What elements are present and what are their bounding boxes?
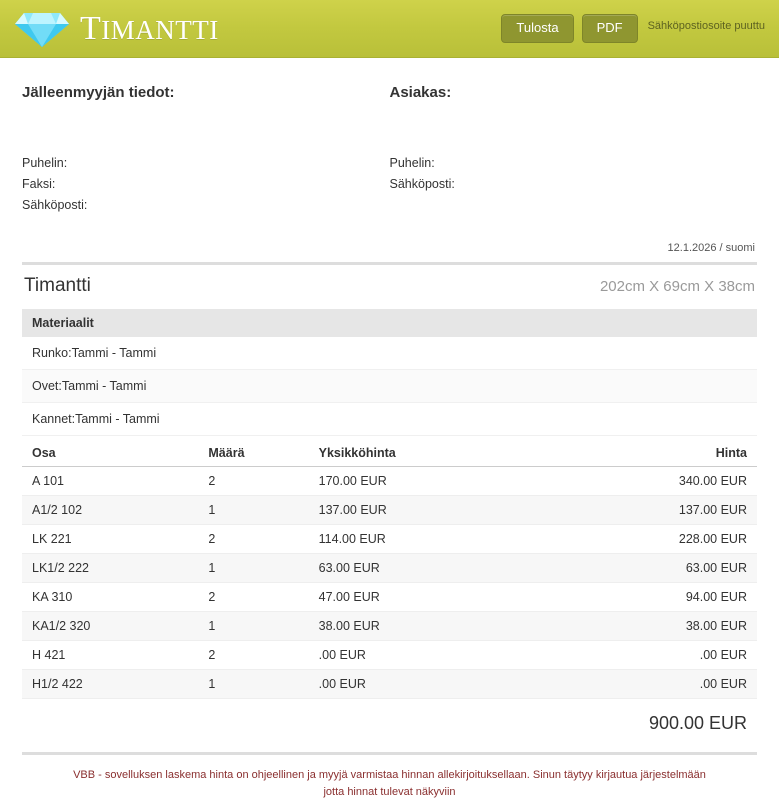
product-dimensions: 202cm X 69cm X 38cm bbox=[599, 278, 755, 295]
cell-yksikkohinta: 170.00 EUR bbox=[309, 467, 552, 496]
cell-osa: KA 310 bbox=[22, 583, 198, 612]
header-actions bbox=[501, 14, 765, 42]
column-header-yksikkohinta: Yksikköhinta bbox=[309, 440, 552, 467]
pdf-button[interactable]: PDF bbox=[582, 14, 638, 42]
cell-yksikkohinta: .00 EUR bbox=[309, 641, 552, 670]
material-line: Runko:Tammi - Tammi bbox=[22, 337, 757, 370]
materials-section bbox=[22, 309, 757, 436]
parties-section bbox=[22, 58, 757, 216]
column-header-hinta: Hinta bbox=[551, 440, 757, 467]
cell-maara: 2 bbox=[198, 525, 308, 554]
table-row bbox=[22, 612, 757, 641]
cell-hinta: .00 EUR bbox=[551, 670, 757, 699]
parts-table-head bbox=[22, 440, 757, 467]
cell-maara: 1 bbox=[198, 496, 308, 525]
table-row bbox=[22, 496, 757, 525]
cell-maara: 2 bbox=[198, 467, 308, 496]
table-row bbox=[22, 641, 757, 670]
cell-yksikkohinta: 38.00 EUR bbox=[309, 612, 552, 641]
footer-note bbox=[22, 755, 757, 801]
footer-note-line1: VBB - sovelluksen laskema hinta on ohjeellinen ja myyjä varmistaa hinnan allekirjoituksellaan. Sinun täytyy kirjautua järjestelmään jotta bbox=[73, 769, 706, 798]
cell-maara: 2 bbox=[198, 583, 308, 612]
cell-osa: LK1/2 222 bbox=[22, 554, 198, 583]
footer-note-line2: hinnat tulevat näkyviin bbox=[347, 786, 456, 798]
customer-phone-label: Puhelin: bbox=[389, 156, 435, 170]
cell-yksikkohinta: 114.00 EUR bbox=[309, 525, 552, 554]
reseller-email-label: Sähköposti: bbox=[22, 198, 88, 212]
cell-maara: 2 bbox=[198, 641, 308, 670]
reseller-title: Jälleenmyyjän tiedot: bbox=[22, 84, 175, 101]
customer-email-label: Sähköposti: bbox=[389, 177, 455, 191]
table-row bbox=[22, 467, 757, 496]
cell-osa: A1/2 102 bbox=[22, 496, 198, 525]
cell-yksikkohinta: .00 EUR bbox=[309, 670, 552, 699]
cell-yksikkohinta: 47.00 EUR bbox=[309, 583, 552, 612]
product-name: Timantti bbox=[24, 275, 91, 296]
cell-maara: 1 bbox=[198, 554, 308, 583]
cell-maara: 1 bbox=[198, 670, 308, 699]
parts-table-body bbox=[22, 467, 757, 699]
table-header-row bbox=[22, 440, 757, 467]
cell-yksikkohinta: 63.00 EUR bbox=[309, 554, 552, 583]
table-row bbox=[22, 554, 757, 583]
customer-block bbox=[390, 84, 758, 216]
cell-osa: A 101 bbox=[22, 467, 198, 496]
cell-hinta: 340.00 EUR bbox=[551, 467, 757, 496]
reseller-phone-label: Puhelin: bbox=[22, 156, 68, 170]
material-line: Kannet:Tammi - Tammi bbox=[22, 403, 757, 436]
cell-hinta: .00 EUR bbox=[551, 641, 757, 670]
cell-osa: H 421 bbox=[22, 641, 198, 670]
cell-osa: LK 221 bbox=[22, 525, 198, 554]
table-row bbox=[22, 525, 757, 554]
print-button[interactable]: Tulosta bbox=[501, 14, 573, 42]
reseller-block bbox=[22, 84, 390, 216]
app-header bbox=[0, 0, 779, 58]
cell-hinta: 38.00 EUR bbox=[551, 612, 757, 641]
product-summary bbox=[22, 265, 757, 309]
cell-hinta: 63.00 EUR bbox=[551, 554, 757, 583]
brand-title bbox=[80, 9, 219, 47]
customer-title: Asiakas: bbox=[389, 84, 452, 101]
cell-hinta: 94.00 EUR bbox=[551, 583, 757, 612]
brand-title-rest: IMANTTI bbox=[101, 14, 219, 45]
total-amount: 900.00 EUR bbox=[648, 713, 747, 733]
column-header-osa: Osa bbox=[22, 440, 198, 467]
material-line: Ovet:Tammi - Tammi bbox=[22, 370, 757, 403]
column-header-maara: Määrä bbox=[198, 440, 308, 467]
materials-header: Materiaalit bbox=[22, 309, 757, 337]
cell-osa: KA1/2 320 bbox=[22, 612, 198, 641]
document-content bbox=[0, 58, 779, 801]
reseller-fax-label: Faksi: bbox=[22, 177, 56, 191]
table-row bbox=[22, 583, 757, 612]
brand bbox=[14, 9, 219, 49]
cell-hinta: 228.00 EUR bbox=[551, 525, 757, 554]
date-language: 12.1.2026 / suomi bbox=[667, 242, 755, 254]
diamond-icon bbox=[14, 9, 70, 49]
parts-table bbox=[22, 440, 757, 699]
cell-osa: H1/2 422 bbox=[22, 670, 198, 699]
email-missing-warning: Sähköpostiosoite puuttu bbox=[647, 20, 765, 33]
table-row bbox=[22, 670, 757, 699]
cell-hinta: 137.00 EUR bbox=[551, 496, 757, 525]
cell-maara: 1 bbox=[198, 612, 308, 641]
brand-title-first: T bbox=[80, 9, 102, 47]
cell-yksikkohinta: 137.00 EUR bbox=[309, 496, 552, 525]
